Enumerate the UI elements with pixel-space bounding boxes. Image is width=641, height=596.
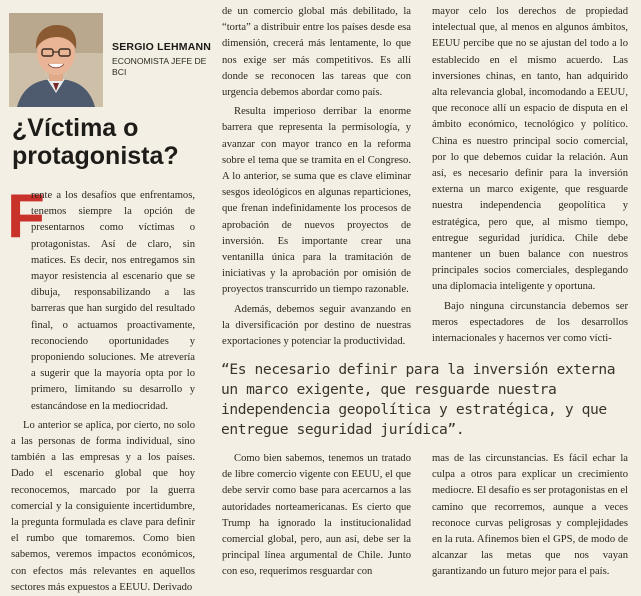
article-column-right-bottom <box>432 451 628 581</box>
pull-quote: “Es necesario definir para la inversión externa un marco exigente, que resguarde nuestra independencia geopolítica y estratégica, y que entregue seguridad jurídica”. <box>221 361 616 438</box>
article-column-left <box>11 188 195 596</box>
paragraph: de un comercio global más debilitado, la “torta” a distribuir entre los países desde esa dimensión, crecerá más lentamente, lo que nos exige ser más competitivos. Es allí donde se reconocen las tareas que con urgencia debemos abordar como país. <box>222 6 411 99</box>
article-column-middle-top <box>222 4 411 350</box>
paragraph: mayor celo los derechos de propiedad intelectual que, al menos en algunos ámbitos, EEUU percibe que no se ajustan del todo a lo establecido en el mismo acuerdo. Las inversiones chinas, en tanto, han adquirido alta relevancia global, incomodando a EEUU, que reconoce allí un espacio de disputa en el ámbito económico, tecnológico y político. China es nuestro principal socio comercial, por lo que debemos cuidar la relación. Aun así, es necesario definir para la inversión externa un marco exigente, que resguarde nuestra independencia geopolítica y estratégica, pero que, al mismo tiempo, entregue seguridad jurídica. Chile debe mantener un buen balance con nuestros principales socios comerciales, desplegando una diplomacia inteligente y oportuna. <box>432 6 628 293</box>
author-photo <box>9 13 103 107</box>
paragraph: Lo anterior se aplica, por cierto, no solo a las personas de forma individual, sino también a las empresas y a los países. Dado el escenario global que hoy reconocemos, marcado por la guerra comercial y la consiguiente incertidumbre, la pregunta formulada es clave para definir el rumbo que tomaremos. Como bien sabemos, veremos impactos económicos, con efectos más relevantes en aquellos sectores más expuestos a EEUU. Derivado <box>11 419 195 593</box>
paragraph: Además, debemos seguir avanzando en la diversificación por destino de nuestras exportaciones y potenciar la productividad. <box>222 303 411 348</box>
headline: ¿Víctima o protagonista? <box>12 114 179 170</box>
paragraph: mas de las circunstancias. Es fácil echar la culpa a otros para explicar un crecimiento mediocre. El desafío es ser protagonistas en el camino que recorremos, aunque a veces reconoce curvas peligrosas y complejidades en la ruta. Afinemos bien el GPS, de modo de alcanzar las metas que nos vayan garantizando un futuro mejor para el país. <box>432 453 628 578</box>
article-column-right-top <box>432 4 628 347</box>
drop-cap-letter: F <box>7 182 45 251</box>
paragraph: Resulta imperioso derribar la enorme barrera que representa la permisología, y avanzar con mayor tranco en la reforma sobre el tema que se tramita en el Congreso. A lo anterior, se suma que es clave eliminar sesgos ideológicos en algunas reparticiones, que frenan indefinidamente los procesos de aprobación de nuevos proyectos de inversión. Es importante crear una ventanilla única para la tramitación de iniciativas y la aprobación por omisión de proyectos transcurrido un tiempo razonable. <box>222 106 411 296</box>
author-portrait-illustration <box>9 13 103 107</box>
author-name: SERGIO LEHMANN <box>112 41 212 53</box>
article-column-middle-bottom <box>222 451 411 581</box>
paragraph: Bajo ninguna circunstancia debemos ser meros espectadores de los desarrollos internacionales y hacernos ver como vícti- <box>432 300 628 345</box>
author-role: ECONOMISTA JEFE DE BCI <box>112 56 207 77</box>
paragraph-intro: rente a los desafíos que enfrentamos, tenemos siempre la opción de presentarnos como víctimas o protagonistas. Así de claro, sin matices. Es decir, nos entregamos sin mayor resistencia al escenario que se dibuja, responsabilizando a las barreras que han surgido del resultado final, o actuamos proactivamente, reconociendo oportunidades y proponiendo soluciones. Me atrevería a sugerir que la mayoría opta por lo primero, limitando su desarrollo y estancándose en la mediocridad. <box>31 190 195 412</box>
paragraph: Como bien sabemos, tenemos un tratado de libre comercio vigente con EEUU, el que debe servir como base para acercarnos a las autoridades norteamericanas. Es cierto que Trump ha ignorado la institucionalidad comercial global, pero, aun así, debe ser la principal línea argumental de Chile. Junto con eso, requerimos resguardar con <box>222 453 411 578</box>
